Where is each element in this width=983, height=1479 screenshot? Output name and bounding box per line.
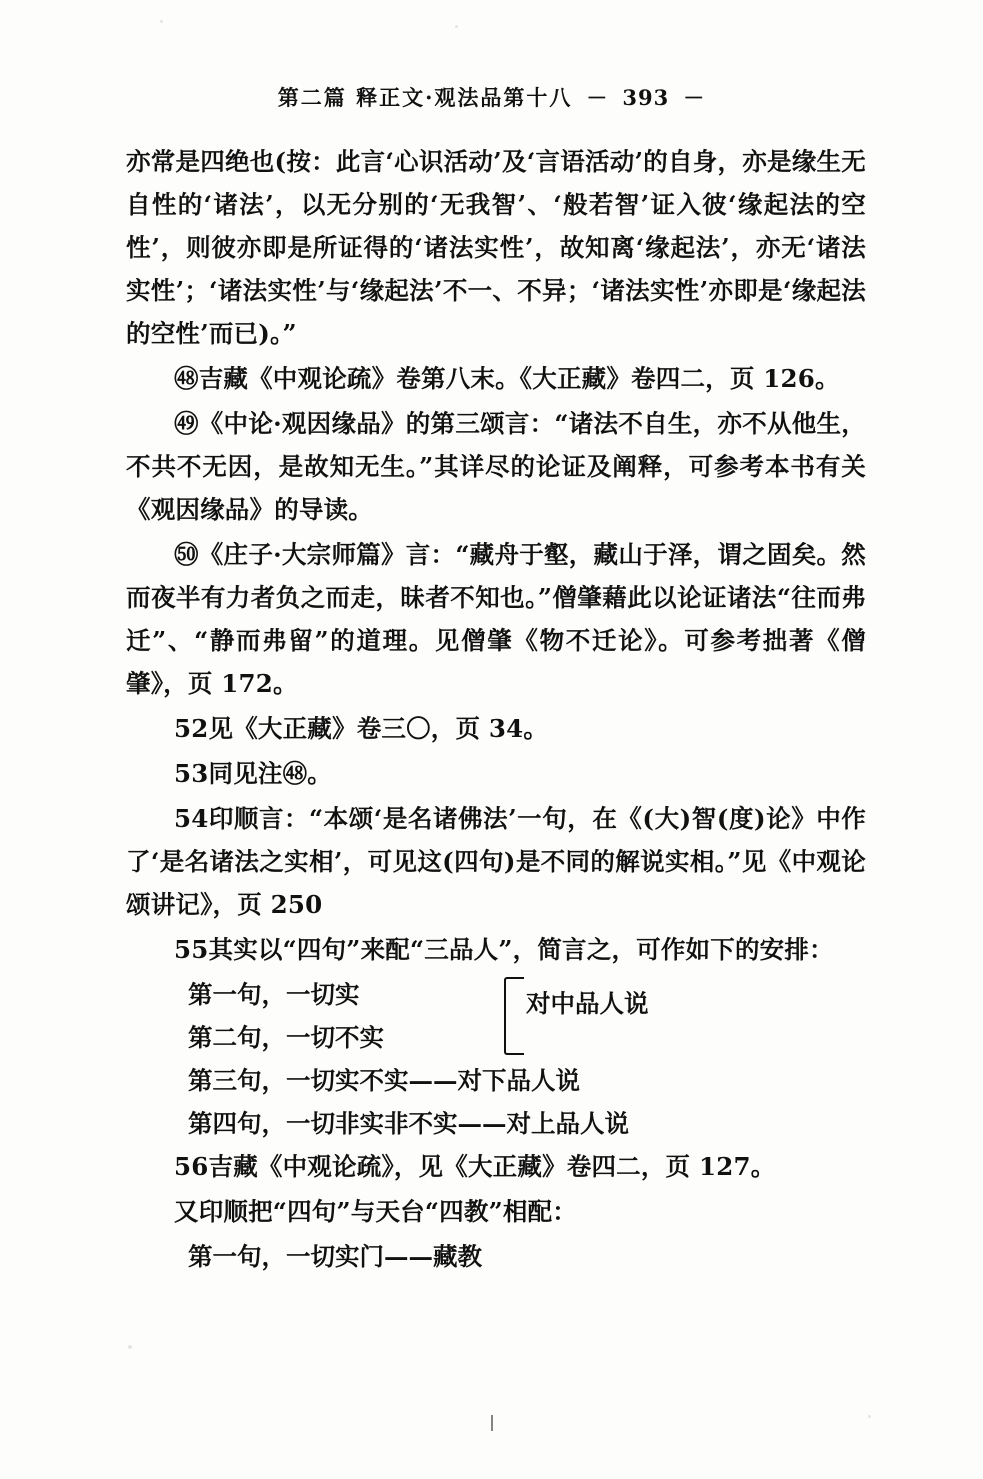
- paragraph-yinshun: 又印顺把“四句”与天台“四教”相配：: [174, 1197, 577, 1226]
- list-item-teaching-1: 第一句，一切实门——藏教: [188, 1242, 482, 1271]
- footer-gutter-mark: [491, 1415, 493, 1431]
- footnote-54: 54印顺言：“本颂‘是名诸佛法’一句，在《(大)智(度)论》中作了‘是名诸法之实相’，可见这(四句)是不同的解说实相。”见《中观论颂讲记》，页 250: [126, 804, 866, 919]
- list-item-phrase-4: 第四句，一切非实非不实——对上品人说: [188, 1109, 629, 1138]
- paper-speck: [160, 20, 163, 23]
- footnote-51: ㊿《庄子·大宗师篇》言：“藏舟于壑，藏山于泽，谓之固矣。然而夜半有力者负之而走，昧者不知也。”僧肇藉此以论证诸法“往而弗迁”、“静而弗留”的道理。见僧肇《物不迁论》。可参考拙著《僧肇》，页 172。: [126, 540, 866, 698]
- four-phrases-list: [126, 973, 866, 1145]
- paper-speck: [128, 1345, 132, 1349]
- page-number: 393: [622, 85, 670, 110]
- paragraph-continuation: 亦常是四绝也(按：此言‘心识活动’及‘言语活动’的自身，亦是缘生无自性的‘诸法’，以无分别的‘无我智’、‘般若智’证入彼‘缘起法的空性’，则彼亦即是所证得的‘诸法实性’，故知离‘缘起法’，亦无‘诸法实性’；‘诸法实性’与‘缘起法’不一、不异；‘诸法实性’亦即是‘缘起法的空性’而已)。”: [126, 147, 866, 348]
- running-head-title: 第二篇 释正文·观法品第十八: [277, 85, 573, 110]
- list-item-phrase-1: 第一句，一切实: [188, 980, 360, 1009]
- brace-group-middle-grade: [126, 973, 866, 1059]
- footnote-49: ㊽吉藏《中观论疏》卷第八末。《大正藏》卷四二，页 126。: [174, 364, 840, 393]
- brace-label-middle-grade: 对中品人说: [526, 989, 649, 1018]
- paper-speck: [455, 25, 458, 28]
- page-header: [0, 82, 983, 112]
- footnote-53: 53同见注㊽。: [174, 759, 332, 788]
- brace-icon: [504, 977, 524, 1055]
- list-item-phrase-3: 第三句，一切实不实——对下品人说: [188, 1066, 580, 1095]
- footnote-56: 56吉藏《中观论疏》，见《大正藏》卷四二，页 127。: [174, 1152, 776, 1181]
- footnote-52: 52见《大正藏》卷三〇，页 34。: [174, 714, 549, 743]
- footnote-50: ㊾《中论·观因缘品》的第三颂言：“诸法不自生，亦不从他生，不共不无因，是故知无生。”其详尽的论证及阐释，可参考本书有关《观因缘品》的导读。: [126, 409, 866, 524]
- list-item-phrase-2: 第二句，一切不实: [188, 1023, 384, 1052]
- paper-speck: [868, 1415, 871, 1418]
- page-body: [126, 140, 866, 1278]
- four-teachings-list: [126, 1235, 866, 1278]
- footnote-55: 55其实以“四句”来配“三品人”，简言之，可作如下的安排：: [174, 935, 834, 964]
- header-dash-right: －: [683, 85, 706, 110]
- header-dash-left: －: [586, 85, 609, 110]
